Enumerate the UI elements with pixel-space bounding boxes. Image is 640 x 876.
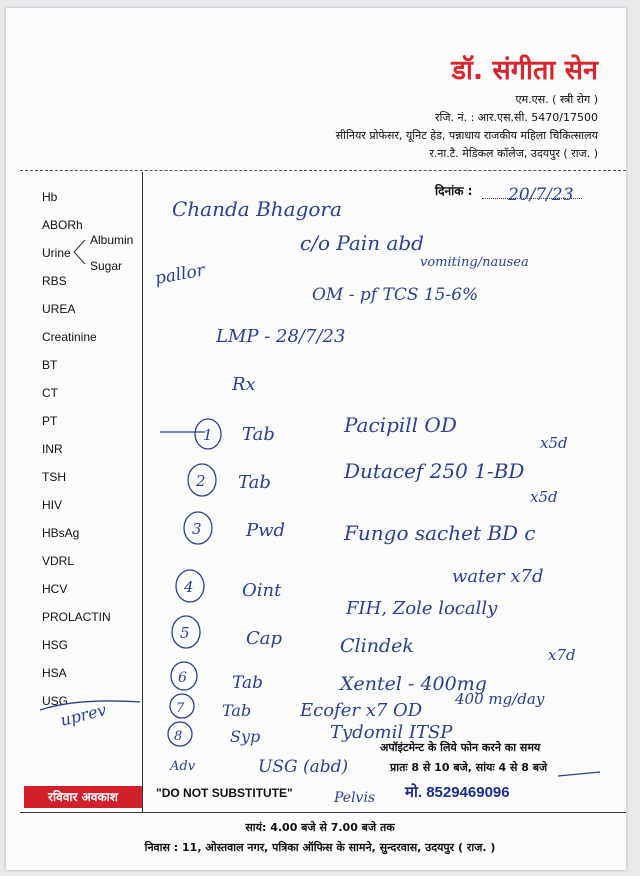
hw-med6b: 400 mg/day — [455, 690, 545, 708]
hw-advice-label: Adv — [170, 759, 196, 774]
test-vdrl: VDRL — [42, 554, 75, 568]
registration-number: रजि. नं. : आर.एस.सी. 5470/17500 — [434, 111, 598, 124]
hw-margin-note: pallor — [153, 260, 207, 289]
do-not-substitute: "DO NOT SUBSTITUTE" — [156, 786, 293, 800]
date-label: दिनांक : — [435, 184, 473, 198]
hw-med4-no: 4 — [184, 578, 194, 596]
doctor-designation: सीनियर प्रोफेसर, यूनिट हेड, पन्नाधाय राजकीय महिला चिकित्सालय — [335, 129, 598, 142]
test-prolactin: PROLACTIN — [42, 610, 111, 624]
residence-address: निवास : 11, ओस्तवाल नगर, पत्रिका ऑफिस के सामने, सुन्दरवास, उदयपुर ( राज. ) — [144, 841, 496, 854]
footer-divider — [20, 812, 626, 813]
test-sugar: Sugar — [90, 259, 123, 273]
hw-lmp: LMP - 28/7/23 — [216, 326, 346, 347]
test-hb: Hb — [42, 190, 58, 204]
hw-med4-type: Oint — [242, 580, 282, 601]
hw-med5-no: 5 — [180, 624, 190, 642]
test-pt: PT — [42, 414, 58, 428]
test-rbs: RBS — [42, 274, 67, 288]
hw-med7-type: Tab — [222, 701, 252, 720]
hw-med5b: x7d — [548, 646, 576, 664]
test-hsg: HSG — [42, 638, 69, 652]
evening-hours: सायं: 4.00 बजे से 7.00 बजे तक — [245, 821, 395, 834]
test-bt: BT — [42, 358, 58, 372]
hw-med8-type: Syp — [230, 727, 261, 746]
hw-history: OM - pf TCS 15-6% — [312, 285, 479, 305]
hw-left-note: uprev — [58, 700, 109, 730]
test-creatinine: Creatinine — [42, 330, 97, 344]
college-name: र.ना.टै. मेडिकल कॉलेज, उदयपुर ( राज. ) — [429, 147, 598, 160]
doctor-qualification: एम.एस. ( स्त्री रोग ) — [515, 93, 598, 106]
hw-footer-scrawl: Pelvis — [334, 790, 376, 806]
hw-med3: Fungo sachet BD c — [344, 521, 536, 545]
test-usg: USG — [42, 694, 69, 708]
appointment-label: अपॉइंटमेन्ट के लिये फोन करने का समय — [380, 741, 541, 754]
hw-rx: Rx — [232, 374, 256, 395]
sunday-holiday-badge: रविवार अवकाश — [24, 786, 142, 808]
test-hcv: HCV — [42, 582, 68, 596]
test-aborh: ABORh — [42, 218, 83, 232]
hw-med3b: water x7d — [452, 566, 544, 587]
hw-patient-name: Chanda Bhagora — [172, 197, 342, 221]
test-urea: UREA — [42, 302, 76, 316]
hw-complaint: c/o Pain abd — [300, 231, 424, 255]
hw-med6-type: Tab — [232, 673, 264, 693]
phone-number: मो. 8529469096 — [405, 784, 510, 801]
hw-med2: Dutacef 250 1-BD — [344, 459, 525, 483]
test-hiv: HIV — [42, 498, 63, 512]
hw-med1-no: 1 — [203, 426, 213, 444]
appointment-timing: प्रातः 8 से 10 बजे, सांयः 4 से 8 बजे — [390, 761, 548, 774]
hw-med1: Pacipill OD — [344, 413, 457, 437]
hw-complaint-2: vomiting/nausea — [420, 255, 529, 270]
hw-side-stroke — [558, 772, 600, 776]
hw-med8: Tydomil ITSP — [330, 722, 453, 743]
hw-med1-type: Tab — [242, 424, 275, 445]
hw-med3-no: 3 — [192, 520, 202, 538]
test-albumin: Albumin — [90, 233, 134, 247]
test-tsh: TSH — [42, 470, 66, 484]
hw-med6-no: 6 — [178, 670, 187, 686]
hw-med8-no: 8 — [174, 729, 183, 744]
test-urine: Urine — [42, 246, 71, 260]
hw-date: 20/7/23 — [508, 185, 574, 205]
hw-advice-text: USG (abd) — [258, 757, 349, 777]
hw-med3-type: Pwd — [246, 520, 286, 541]
test-inr: INR — [42, 442, 63, 456]
hw-med5: Clindek — [340, 635, 414, 657]
test-hbsag: HBsAg — [42, 526, 80, 540]
test-ct: CT — [42, 386, 58, 400]
hw-med4: FIH, Zole locally — [346, 598, 498, 619]
hw-med7-no: 7 — [176, 701, 185, 716]
hw-med2-no: 2 — [196, 472, 206, 490]
hw-med2b: x5d — [530, 488, 558, 506]
hw-med5-type: Cap — [246, 628, 283, 649]
hw-med2-type: Tab — [238, 472, 271, 493]
hw-med1b: x5d — [540, 434, 568, 452]
doctor-name: डॉ. संगीता सेन — [451, 55, 598, 86]
test-hsa: HSA — [42, 666, 67, 680]
hw-med6: Xentel - 400mg — [340, 673, 487, 695]
hw-med7: Ecofer x7 OD — [300, 700, 423, 721]
